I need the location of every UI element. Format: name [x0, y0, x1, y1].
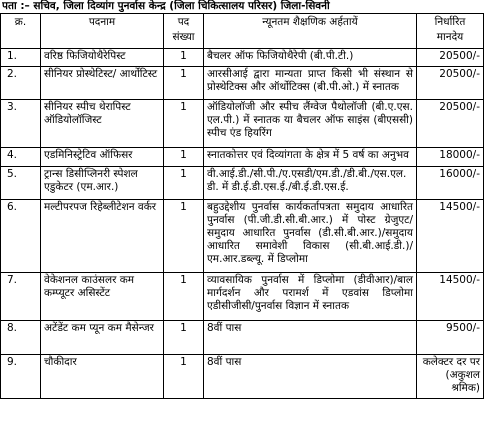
- qualification-cell: 8वीं पास: [204, 321, 417, 355]
- table-header-row: [1, 14, 484, 49]
- post-name-cell: एडमिनिस्ट्रेटिव ऑफिसर: [41, 148, 164, 167]
- honorarium-cell: 14500/-: [417, 273, 484, 321]
- table-row: [1, 167, 484, 200]
- table-row: [1, 49, 484, 67]
- table-row: [1, 321, 484, 355]
- table-row: [1, 273, 484, 321]
- post-name-cell: ट्रान्स डिसीप्लिनरी स्पेशल एडुकेटर (एम.आर.): [41, 167, 164, 200]
- qualification-cell: व्यावसायिक पुनर्वास में डिप्लोमा (डीवीआर)/बाल मार्गदर्शन और परामर्श में एडवांस डिप्लोमा एडीसीजीसी/पुनर्वास विज्ञान में स्नातक: [204, 273, 417, 321]
- honorarium-cell: 20500/-: [417, 100, 484, 148]
- serial-cell: 6.: [1, 200, 41, 273]
- honorarium-cell: 20500/-: [417, 67, 484, 100]
- serial-cell: 3.: [1, 100, 41, 148]
- post-name-cell: चौकीदार: [41, 355, 164, 399]
- header-qualification: न्यूनतम शैक्षणिक अर्हतायें: [204, 14, 417, 49]
- post-count-cell: 1: [164, 49, 204, 67]
- serial-cell: 5.: [1, 167, 41, 200]
- post-name-cell: वरिष्ठ फिजियोथैरेपिस्ट: [41, 49, 164, 67]
- post-name-cell: सीनियर प्रोस्थेटिस्ट/ आर्थोटिस्ट: [41, 67, 164, 100]
- post-count-cell: 1: [164, 273, 204, 321]
- qualification-cell: आरसीआई द्वारा मान्यता प्राप्त किसी भी संस्थान से प्रोस्थेटिक्स और ऑर्थोटिक्स (बी.पी.ओ.) में स्नातक: [204, 67, 417, 100]
- qualification-cell: वी.आई.डी./सी.पी./ए.एसडी/एम.डी./डी.बी./एस.एल. डी. में डी.ई.डी.एस.ई./बी.ई.डी.एस.ई.: [204, 167, 417, 200]
- post-name-cell: अटेंडेंट कम प्यून कम मैसेन्जर: [41, 321, 164, 355]
- serial-cell: 9.: [1, 355, 41, 399]
- post-name-cell: मल्टीपरपज रिहेब्लीटेशन वर्कर: [41, 200, 164, 273]
- qualification-cell: 8वीं पास: [204, 355, 417, 399]
- table-row: [1, 355, 484, 399]
- honorarium-cell: 14500/-: [417, 200, 484, 273]
- qualification-cell: बहुउद्देशीय पुनर्वास कार्यकर्तापत्रता समुदाय आधारित पुनर्वास (पी.जी.डी.सी.बी.आर.) में पोस्ट ग्रेजुएट/समुदाय आधारित पुनर्वास (डी.सी.बी.आर.)/समुदाय आधारित समावेशी विकास (सी.बी.आई.डी.)/एम.आर.डब्ल्यू. में डिप्लोमा: [204, 200, 417, 273]
- post-count-cell: 1: [164, 355, 204, 399]
- table-row: [1, 200, 484, 273]
- post-count-cell: 1: [164, 167, 204, 200]
- honorarium-cell: 16000/-: [417, 167, 484, 200]
- post-count-cell: 1: [164, 200, 204, 273]
- header-post-count: पद संख्या: [164, 14, 204, 49]
- serial-cell: 4.: [1, 148, 41, 167]
- serial-cell: 7.: [1, 273, 41, 321]
- qualification-cell: स्नातकोत्तर एवं दिव्यांगता के क्षेत्र में 5 वर्ष का अनुभव: [204, 148, 417, 167]
- honorarium-cell: 20500/-: [417, 49, 484, 67]
- honorarium-cell: 18000/-: [417, 148, 484, 167]
- post-name-cell: वेकेशनल काउंसलर कम कम्प्यूटर असिस्टेंट: [41, 273, 164, 321]
- serial-cell: 2.: [1, 67, 41, 100]
- honorarium-cell: कलेक्टर दर पर (अकुशल श्रमिक): [417, 355, 484, 399]
- qualification-cell: ऑडियोलॉजी और स्पीच लैंग्वेज पैथोलॉजी (बी.ए.एस. एल.पी.) में स्नातक या बैचलर ऑफ साइंस (बीएससी) स्पीच एंड हियरिंग: [204, 100, 417, 148]
- honorarium-cell: 9500/-: [417, 321, 484, 355]
- serial-cell: 8.: [1, 321, 41, 355]
- header-honorarium: निर्धारित मानदेय: [417, 14, 484, 49]
- serial-cell: 1.: [1, 49, 41, 67]
- table-row: [1, 100, 484, 148]
- header-post-name: पदनाम: [41, 14, 164, 49]
- table-row: [1, 67, 484, 100]
- post-count-cell: 1: [164, 100, 204, 148]
- post-count-cell: 1: [164, 148, 204, 167]
- posts-table: [0, 13, 484, 399]
- post-name-cell: सीनियर स्पीच थेरापिस्ट ऑडियोलॉजिस्ट: [41, 100, 164, 148]
- post-count-cell: 1: [164, 321, 204, 355]
- table-row: [1, 148, 484, 167]
- address-line: पता :– सचिव, जिला दिव्यांग पुनर्वास केन्द्र (जिला चिकित्सालय परिसर) जिला-सिवनी: [2, 0, 330, 12]
- header-serial: क्र.: [1, 14, 41, 49]
- qualification-cell: बैचलर ऑफ फिजियोथैरेपी (बी.पी.टी.): [204, 49, 417, 67]
- post-count-cell: 1: [164, 67, 204, 100]
